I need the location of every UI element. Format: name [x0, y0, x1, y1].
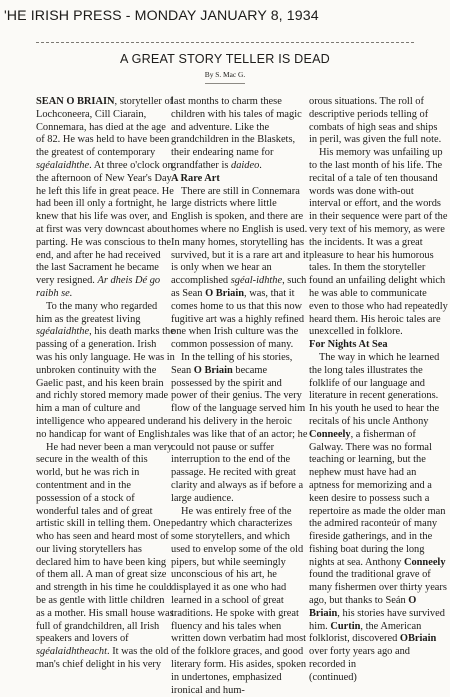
text: .	[259, 160, 262, 171]
column-2	[171, 96, 310, 697]
text: He had never been a man very secure in the wealth of this world, but he was rich in contentment and in the possession of a stock of wonderful tales and of great artistic skill in telling them. One who has seen and heard most of our living storytellers has declared him to have been king of them all. A man of great size and strength in his time he could be as gentle with little children as a mother. His small house was full of grandchildren, all Irish speakers and lovers of	[36, 442, 174, 645]
continued-note: (continued)	[309, 672, 448, 685]
person-name: Conneely	[309, 429, 351, 440]
text: over forty years ago and recorded in	[309, 646, 410, 670]
paragraph: He was entirely free of the pedantry which characterizes some storytellers, and which used to envelop some of the old pipers, but while seemingly unconscious of his art, he displayed it as one who had learned in a school of great traditions. He spoke with great fluency and his tales when written down verbatim had most of the folklore graces, and good literary form. His asides, spoken in undertones, emphasized ironical and hum-	[171, 506, 310, 697]
paragraph	[171, 186, 310, 352]
byline: By S. Mac G.	[0, 70, 450, 79]
person-name: Conneely	[404, 557, 446, 568]
irish-term: sgéalaidhtheacht	[36, 646, 107, 657]
text: last months to charm these children with his tales of magic and adventure. Like the grandchildren in the Blaskets, their endearing name for grandfather is	[171, 96, 302, 171]
article-headline: A GREAT STORY TELLER IS DEAD	[0, 52, 450, 66]
text: In the telling of his stories, Sean	[171, 352, 292, 376]
paragraph: His memory was unfailing up to the last month of his life. The recital of a tale of ten thousand words was done with-out interval or effort, and the words in their sequence were part of the very text of his memory, as were the incidents. It was a great pleasure to hear his humorous tales. In them the storyteller found an unfailing delight which he was able to communicate even to those who had repeatedly heard them. His heroic tales are unexcelled in folklore.	[309, 147, 448, 339]
text: , was, that it comes home to us that this now fugitive art was a highly refined one when Irish culture was the common possession of many.	[171, 288, 304, 350]
person-name: O Briain	[309, 595, 416, 619]
paragraph: orous situations. The roll of descriptive periods telling of combats of high seas and ships in peril, was given the full note.	[309, 96, 448, 147]
subheading: For Nights At Sea	[309, 339, 448, 352]
masthead: 'HE IRISH PRESS - MONDAY JANUARY 8, 1934	[4, 8, 319, 24]
irish-term: daideo	[231, 160, 259, 171]
text: There are still in Connemara large districts where little English is spoken, and there are homes where no English is used. In many homes, storytelling has survived, but it is a rare art and it is only when we hear an accomplished	[171, 186, 309, 287]
text: , a fisherman of Galway. There was no formal teaching or learning, but the nephew must have had an aptness for memorizing and a keen desire to possess such a repertoire as made the older man the admired raconteúr of many fireside gatherings, and in the fishing boat during the long nights at sea. Anthony	[309, 429, 445, 568]
text: became possessed by the spirit and power of their genius. The very flow of the language served him and his delivery in the heroic tales was like that of an actor; he could not pause or suffer interruption to the end of the passage. He recited with great clarity and always as if before a large audience.	[171, 365, 307, 504]
person-name: O Briain	[194, 365, 233, 376]
text: . At three o'clock on the afternoon of New Year's Day he left this life in great peace. He had been ill only a fortnight, he knew that his life was over, and at first was very downcast about parting. He was conscious to the end, and after he had received the last Sacrament he became very resigned.	[36, 160, 174, 286]
divider-rule	[36, 42, 414, 43]
byline-divider	[205, 83, 245, 84]
paragraph	[36, 442, 175, 672]
text: , the American folklorist, discovered	[309, 621, 421, 645]
text: , storyteller of Lochconeera, Cill Ciarain, Connemara, has died at the age of 82. He was held to have been the greatest of contemporary	[36, 96, 173, 158]
person-name: SEAN O BRIAIN	[36, 96, 115, 107]
column-3	[309, 96, 448, 685]
text: , such as Sean	[171, 275, 306, 299]
irish-blessing: Ar dheis Dé go raibh se.	[36, 275, 160, 299]
irish-term: sgéalaidhthe	[36, 160, 89, 171]
column-1	[36, 96, 175, 672]
person-name: Curtin	[330, 621, 360, 632]
text: . It was the old man's chief delight in his very	[36, 646, 168, 670]
paragraph	[171, 96, 310, 173]
text: The way in which he learned the long tales illustrates the folklife of our language and literature in recent generations. In his youth he used to hear the recitals of his uncle Anthony	[309, 352, 439, 427]
paragraph	[309, 352, 448, 672]
text: To the many who regarded him as the greatest living	[36, 301, 157, 325]
paragraph	[171, 352, 310, 506]
irish-term: sgéal-idhthe	[231, 275, 282, 286]
subheading: A Rare Art	[171, 173, 310, 186]
irish-term: sgéalaidhthe	[36, 326, 89, 337]
text: , his stories have survived him.	[309, 608, 445, 632]
paragraph	[36, 96, 175, 301]
paragraph	[36, 301, 175, 442]
person-name: OBriain	[400, 633, 436, 644]
text: , his death marks the passing of a generation. Irish was his only language. He was in unbroken continuity with the Gaelic past, and his keen brain and richly stored memory made him a man of culture and intelligence who appeared under no handicap for want of English.	[36, 326, 175, 439]
text: found the traditional grave of many fishermen over thirty years ago, but thanks to Seán	[309, 569, 447, 606]
person-name: O Briain	[205, 288, 244, 299]
